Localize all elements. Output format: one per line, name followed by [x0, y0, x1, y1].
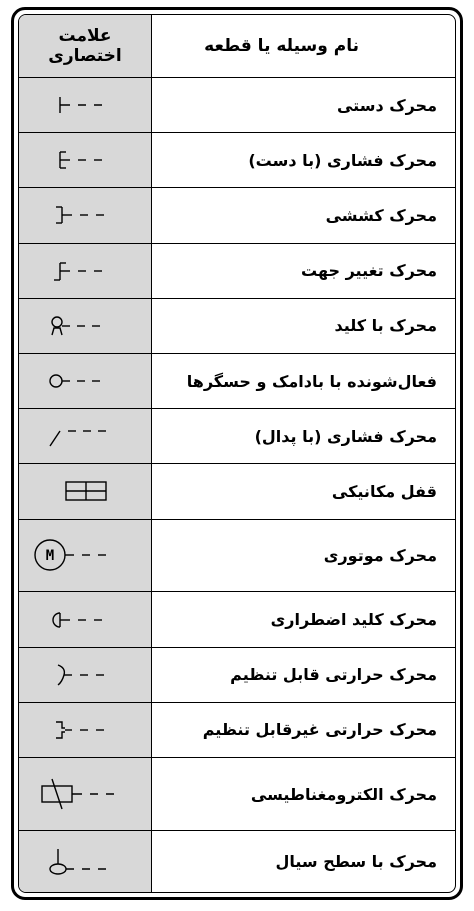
- table-row: [19, 353, 455, 408]
- table-row: [19, 702, 455, 757]
- row-name: محرک کششی: [152, 188, 456, 243]
- table-row: [19, 298, 455, 353]
- row-symbol: [19, 133, 152, 188]
- mechanical-lock-icon: [40, 476, 130, 506]
- row-symbol: [19, 409, 152, 464]
- row-symbol: [19, 78, 152, 133]
- motor-label: M: [45, 548, 55, 565]
- row-name: محرک الکترومغناطیسی: [152, 758, 456, 831]
- row-name: فعال‌شونده با بادامک و حسگرها: [152, 353, 456, 408]
- table-row: [19, 592, 455, 647]
- table-row: [19, 133, 455, 188]
- row-symbol: [19, 647, 152, 702]
- table-row: [19, 188, 455, 243]
- fluid-level-icon: [40, 845, 130, 879]
- row-symbol: [19, 188, 152, 243]
- row-name: محرک فشاری (با پدال): [152, 409, 456, 464]
- row-symbol: [19, 758, 152, 831]
- table-row: [19, 519, 455, 592]
- row-name: محرک با سطح سیال: [152, 831, 456, 892]
- row-name: محرک کلید اضطراری: [152, 592, 456, 647]
- table-row: [19, 647, 455, 702]
- row-name: محرک حرارتی غیرقابل تنظیم: [152, 702, 456, 757]
- row-name: قفل مکانیکی: [152, 464, 456, 519]
- adjustable-thermal-icon: [40, 660, 130, 690]
- table-inner-border: [18, 14, 456, 893]
- row-name: محرک موتوری: [152, 519, 456, 592]
- table-header-row: [19, 15, 455, 78]
- row-symbol: [19, 464, 152, 519]
- motor-actuator-icon: [30, 535, 140, 575]
- row-name: محرک دستی: [152, 78, 456, 133]
- row-name: محرک حرارتی قابل تنظیم: [152, 647, 456, 702]
- row-name: محرک تغییر جهت: [152, 243, 456, 298]
- manual-actuator-icon: [40, 90, 130, 120]
- row-name: محرک فشاری (با دست): [152, 133, 456, 188]
- row-symbol: [19, 831, 152, 892]
- table-row: [19, 464, 455, 519]
- column-header-name: نام وسیله یا قطعه: [152, 15, 456, 78]
- row-name: محرک با کلید: [152, 298, 456, 353]
- row-symbol: [19, 702, 152, 757]
- table-frame: [11, 7, 463, 900]
- cam-roller-icon: [40, 366, 130, 396]
- row-symbol: [19, 243, 152, 298]
- table-row: [19, 409, 455, 464]
- column-header-symbol: علامت اختصاری: [19, 15, 152, 78]
- table-row: [19, 831, 455, 892]
- table-row: [19, 78, 455, 133]
- key-actuator-icon: [40, 311, 130, 341]
- electromagnetic-actuator-icon: [30, 774, 140, 814]
- symbol-table: [19, 15, 455, 892]
- pedal-actuator-icon: [40, 421, 130, 451]
- table-row: [19, 758, 455, 831]
- row-symbol: [19, 592, 152, 647]
- row-symbol: [19, 353, 152, 408]
- emergency-button-icon: [40, 605, 130, 635]
- pull-actuator-icon: [40, 200, 130, 230]
- row-symbol: [19, 298, 152, 353]
- fixed-thermal-icon: [40, 715, 130, 745]
- push-button-icon: [40, 145, 130, 175]
- table-row: [19, 243, 455, 298]
- lever-actuator-icon: [40, 256, 130, 286]
- row-symbol: [19, 519, 152, 592]
